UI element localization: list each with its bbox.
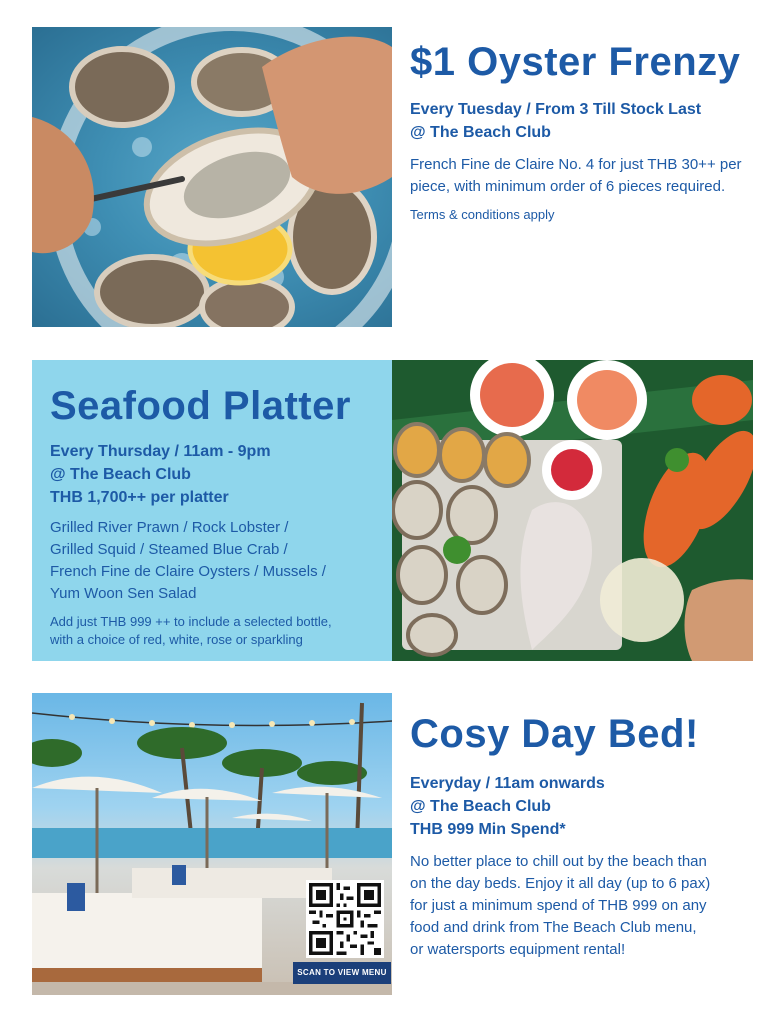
seafood-platter-item-line: Grilled Squid / Steamed Blue Crab / xyxy=(50,541,288,558)
seafood-platter-title: Seafood Platter xyxy=(50,384,351,428)
seafood-illustration xyxy=(392,360,753,661)
oyster-frenzy-location: @ The Beach Club xyxy=(410,124,551,141)
day-bed-min-spend: THB 999 Min Spend* xyxy=(410,821,566,838)
day-bed-description-line: for just a minimum spend of THB 999 on any xyxy=(410,897,707,914)
scan-to-view-menu-label[interactable]: SCAN TO VIEW MENU xyxy=(293,962,391,984)
oyster-frenzy-terms: Terms & conditions apply xyxy=(410,207,555,222)
seafood-platter-addon-note: Add just THB 999 ++ to include a selected bottle, xyxy=(50,614,332,629)
day-bed-description-line: food and drink from The Beach Club menu, xyxy=(410,919,697,936)
oyster-frenzy-description-line: French Fine de Claire No. 4 for just THB 30++ per xyxy=(410,156,742,173)
seafood-platter-photo xyxy=(392,360,753,661)
oyster-frenzy-schedule: Every Tuesday / From 3 Till Stock Last xyxy=(410,101,702,118)
day-bed-description-line: or watersports equipment rental! xyxy=(410,941,626,958)
seafood-platter-addon-note: with a choice of red, white, rose or sparkling xyxy=(50,632,303,647)
day-bed-location: @ The Beach Club xyxy=(410,798,551,815)
seafood-platter-price: THB 1,700++ per platter xyxy=(50,489,229,506)
oyster-frenzy-title: $1 Oyster Frenzy xyxy=(410,40,741,84)
day-bed-text xyxy=(410,712,765,961)
day-bed-schedule: Everyday / 11am onwards xyxy=(410,775,605,792)
day-bed-title: Cosy Day Bed! xyxy=(410,712,699,756)
oyster-photo xyxy=(32,27,392,327)
oyster-frenzy-description-line: piece, with minimum order of 6 pieces required. xyxy=(410,178,726,195)
day-bed-description-line: on the day beds. Enjoy it all day (up to 6 pax) xyxy=(410,875,711,892)
seafood-platter-item-line: French Fine de Claire Oysters / Mussels / xyxy=(50,563,326,580)
seafood-platter-location: @ The Beach Club xyxy=(50,466,191,483)
seafood-platter-schedule: Every Thursday / 11am - 9pm xyxy=(50,443,271,460)
seafood-platter-item-line: Grilled River Prawn / Rock Lobster / xyxy=(50,519,289,536)
seafood-platter-panel xyxy=(32,360,392,661)
oyster-frenzy-text xyxy=(410,40,760,224)
qr-code[interactable] xyxy=(306,880,384,958)
qr-code-icon xyxy=(309,883,381,955)
seafood-platter-item-line: Yum Woon Sen Salad xyxy=(50,585,197,602)
oyster-illustration xyxy=(32,27,392,327)
day-bed-description-line: No better place to chill out by the beach than xyxy=(410,853,707,870)
